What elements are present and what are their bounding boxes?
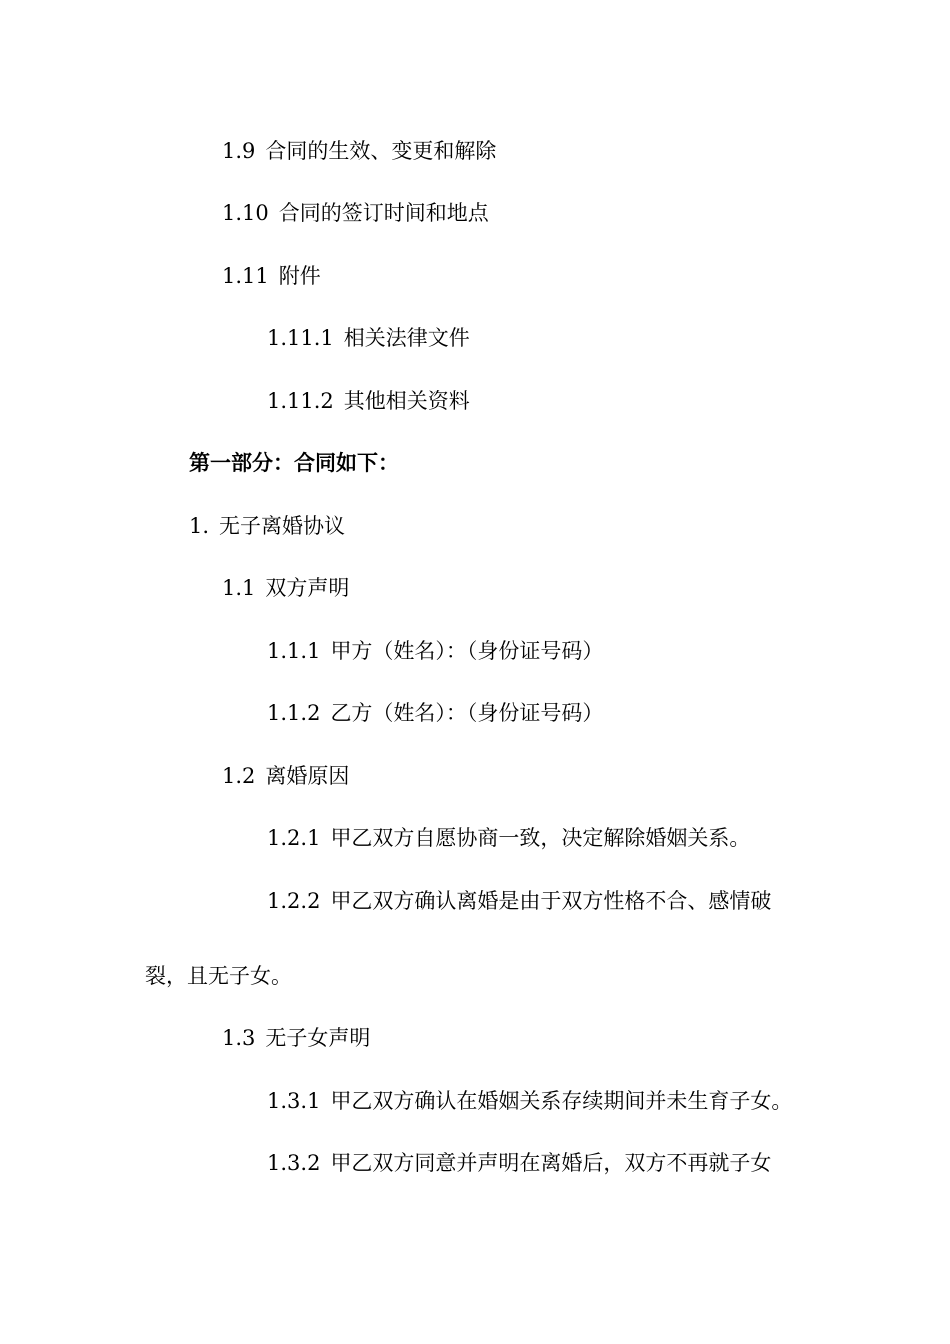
toc-item-1-11: 1.11 附件 — [222, 264, 321, 288]
clause-1-1-1: 1.1.1 甲方（姓名）：（身份证号码） — [267, 639, 604, 663]
section-1-2: 1.2 离婚原因 — [222, 764, 350, 788]
clause-1-2-2: 1.2.2 甲乙双方确认离婚是由于双方性格不合、感情破 — [267, 889, 772, 913]
clause-1-1-2: 1.1.2 乙方（姓名）：（身份证号码） — [267, 701, 604, 725]
toc-item-1-9: 1.9 合同的生效、变更和解除 — [222, 139, 497, 163]
toc-item-1-11-1: 1.11.1 相关法律文件 — [267, 326, 470, 350]
clause-1-3-1: 1.3.1 甲乙双方确认在婚姻关系存续期间并未生育子女。 — [267, 1089, 793, 1113]
clause-1-2-1: 1.2.1 甲乙双方自愿协商一致，决定解除婚姻关系。 — [267, 826, 751, 850]
clause-1-2-2-continuation: 裂，且无子女。 — [145, 964, 292, 988]
section-1-heading: 1. 无子离婚协议 — [189, 514, 346, 538]
toc-item-1-11-2: 1.11.2 其他相关资料 — [267, 389, 470, 413]
clause-1-3-2: 1.3.2 甲乙双方同意并声明在离婚后，双方不再就子女 — [267, 1151, 772, 1175]
section-1-1: 1.1 双方声明 — [222, 576, 350, 600]
part-one-heading: 第一部分：合同如下： — [189, 451, 399, 475]
toc-item-1-10: 1.10 合同的签订时间和地点 — [222, 201, 489, 225]
section-1-3: 1.3 无子女声明 — [222, 1026, 371, 1050]
